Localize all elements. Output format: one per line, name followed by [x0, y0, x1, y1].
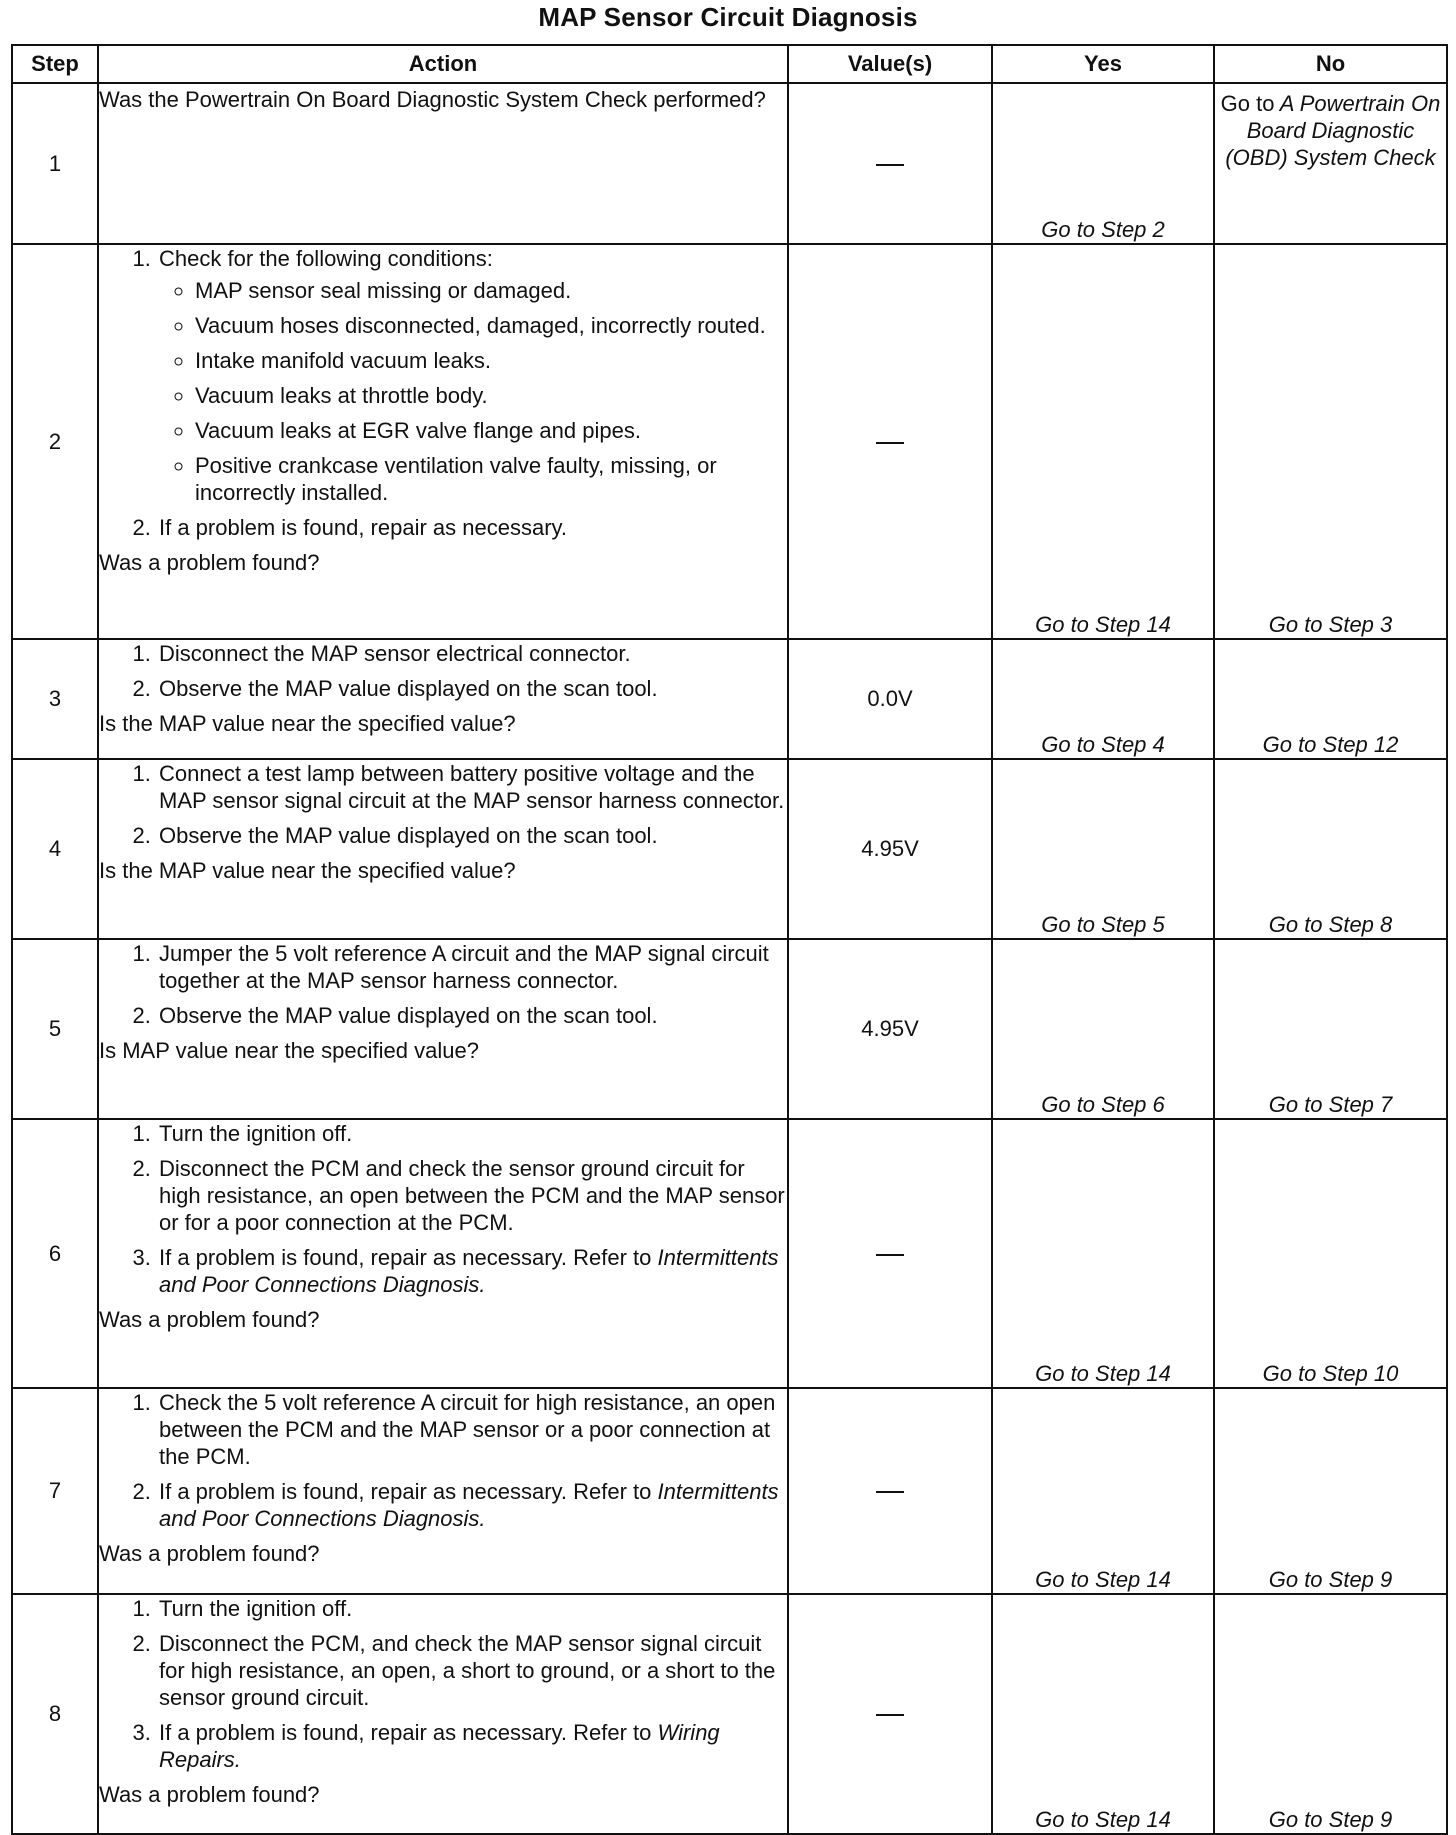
- diagnosis-table: [11, 44, 1448, 1835]
- empty-value-dash: [876, 164, 904, 166]
- action-item: [157, 1244, 787, 1298]
- question-text: Was a problem found?: [99, 1782, 320, 1807]
- value-cell: 4.95V: [788, 939, 992, 1119]
- action-item: [157, 1478, 787, 1532]
- value-cell: [788, 244, 992, 639]
- action-text: If a problem is found, repair as necessary. Refer to: [159, 1479, 652, 1504]
- action-item: 2. Observe the MAP value displayed on the scan tool.: [157, 822, 787, 849]
- action-cell: [98, 1388, 788, 1594]
- value-cell: 0.0V: [788, 639, 992, 759]
- no-reference: A Powertrain On Board Diagnostic (OBD) System Check: [1225, 91, 1441, 170]
- step-number: 7: [12, 1388, 98, 1594]
- header-no: No: [1214, 45, 1447, 83]
- action-item: 2. Observe the MAP value displayed on the scan tool.: [157, 675, 787, 702]
- action-item: 1. Jumper the 5 volt reference A circuit and the MAP signal circuit together at the MAP sensor harness connector.: [157, 940, 787, 994]
- step-number: 8: [12, 1594, 98, 1834]
- condition-list: [159, 277, 787, 506]
- action-list: [99, 245, 787, 541]
- empty-value-dash: [876, 442, 904, 444]
- action-list: [99, 1120, 787, 1298]
- action-text: If a problem is found, repair as necessary. Refer to: [159, 1720, 652, 1745]
- no-cell: Go to Step 8: [1214, 759, 1447, 939]
- no-cell: Go to Step 7: [1214, 939, 1447, 1119]
- question-text: Is the MAP value near the specified value?: [99, 711, 516, 736]
- action-item: 2. If a problem is found, repair as necessary.: [157, 514, 787, 541]
- page-title: MAP Sensor Circuit Diagnosis: [538, 2, 918, 32]
- header-values: Value(s): [788, 45, 992, 83]
- action-cell: [98, 1119, 788, 1388]
- reference-link[interactable]: Intermittents and Poor Connections Diagnosis.: [159, 1479, 779, 1531]
- yes-cell: Go to Step 4: [992, 639, 1214, 759]
- yes-cell: Go to Step 5: [992, 759, 1214, 939]
- empty-value-dash: [876, 1254, 904, 1256]
- step-number: 2: [12, 244, 98, 639]
- question-text: Is MAP value near the specified value?: [99, 1038, 479, 1063]
- header-step: Step: [12, 45, 98, 83]
- step-number: 6: [12, 1119, 98, 1388]
- action-list: [99, 760, 787, 849]
- header-yes: Yes: [992, 45, 1214, 83]
- yes-cell: Go to Step 2: [992, 83, 1214, 244]
- step-row-6: [12, 1119, 1447, 1388]
- step-number: 3: [12, 639, 98, 759]
- action-item: 1. Turn the ignition off.: [157, 1120, 787, 1147]
- value-cell: [788, 1594, 992, 1834]
- reference-link[interactable]: Intermittents and Poor Connections Diagnosis.: [159, 1245, 779, 1297]
- action-item: 2. Disconnect the PCM and check the sensor ground circuit for high resistance, an open between the PCM and the MAP sensor or for a poor connection at the PCM.: [157, 1155, 787, 1236]
- action-cell: [98, 1594, 788, 1834]
- value-cell: 4.95V: [788, 759, 992, 939]
- step-number: 1: [12, 83, 98, 244]
- step-row-2: [12, 244, 1447, 639]
- no-cell: Go to Step 3: [1214, 244, 1447, 639]
- condition-item: ◦ MAP sensor seal missing or damaged.: [195, 277, 787, 304]
- action-item: 1. Turn the ignition off.: [157, 1595, 787, 1622]
- empty-value-dash: [876, 1491, 904, 1493]
- value-cell: [788, 83, 992, 244]
- action-text: Check for the following conditions:: [159, 246, 493, 271]
- no-prefix: Go to: [1220, 91, 1275, 116]
- step-row-8: [12, 1594, 1447, 1834]
- action-item: 1. Connect a test lamp between battery positive voltage and the MAP sensor signal circuit at the MAP sensor harness connector.: [157, 760, 787, 814]
- no-cell: Go to Step 10: [1214, 1119, 1447, 1388]
- condition-item: ◦ Vacuum leaks at throttle body.: [195, 382, 787, 409]
- reference-link[interactable]: Wiring Repairs.: [159, 1720, 720, 1772]
- action-item: 2. Observe the MAP value displayed on the scan tool.: [157, 1002, 787, 1029]
- header-action: Action: [98, 45, 788, 83]
- step-number: 5: [12, 939, 98, 1119]
- no-cell: [1214, 83, 1447, 244]
- action-item: 2. Disconnect the PCM, and check the MAP sensor signal circuit for high resistance, an open, a short to ground, or a short to the sensor ground circuit.: [157, 1630, 787, 1711]
- question-text: Was a problem found?: [99, 1307, 320, 1332]
- value-cell: [788, 1388, 992, 1594]
- yes-cell: Go to Step 14: [992, 1388, 1214, 1594]
- yes-cell: Go to Step 14: [992, 1594, 1214, 1834]
- question-text: Is the MAP value near the specified value?: [99, 858, 516, 883]
- condition-item: ◦ Vacuum leaks at EGR valve flange and pipes.: [195, 417, 787, 444]
- step-row-4: [12, 759, 1447, 939]
- condition-item: ◦ Positive crankcase ventilation valve faulty, missing, or incorrectly installed.: [195, 452, 787, 506]
- action-list: [99, 940, 787, 1029]
- action-cell: [98, 244, 788, 639]
- action-item: [157, 1719, 787, 1773]
- no-cell: Go to Step 9: [1214, 1388, 1447, 1594]
- no-cell: Go to Step 9: [1214, 1594, 1447, 1834]
- value-cell: [788, 1119, 992, 1388]
- action-cell: [98, 759, 788, 939]
- action-cell: [98, 939, 788, 1119]
- step-row-1: [12, 83, 1447, 244]
- action-list: [99, 1595, 787, 1773]
- empty-value-dash: [876, 1714, 904, 1716]
- step-number: 4: [12, 759, 98, 939]
- action-item: 1. Disconnect the MAP sensor electrical connector.: [157, 640, 787, 667]
- action-text: If a problem is found, repair as necessary. Refer to: [159, 1245, 652, 1270]
- yes-cell: Go to Step 6: [992, 939, 1214, 1119]
- action-list: [99, 1389, 787, 1532]
- question-text: Was the Powertrain On Board Diagnostic System Check performed?: [99, 87, 766, 112]
- action-cell: [98, 639, 788, 759]
- question-text: Was a problem found?: [99, 1541, 320, 1566]
- step-row-5: [12, 939, 1447, 1119]
- action-cell: [98, 83, 788, 244]
- no-cell: Go to Step 12: [1214, 639, 1447, 759]
- action-item: [157, 245, 787, 506]
- yes-cell: Go to Step 14: [992, 244, 1214, 639]
- action-item: 1. Check the 5 volt reference A circuit for high resistance, an open between the PCM and the MAP sensor or a poor connection at the PCM.: [157, 1389, 787, 1470]
- yes-cell: Go to Step 14: [992, 1119, 1214, 1388]
- step-row-7: [12, 1388, 1447, 1594]
- action-list: [99, 640, 787, 702]
- condition-item: ◦ Intake manifold vacuum leaks.: [195, 347, 787, 374]
- header-row: [12, 45, 1447, 83]
- condition-item: ◦ Vacuum hoses disconnected, damaged, incorrectly routed.: [195, 312, 787, 339]
- question-text: Was a problem found?: [99, 550, 320, 575]
- step-row-3: [12, 639, 1447, 759]
